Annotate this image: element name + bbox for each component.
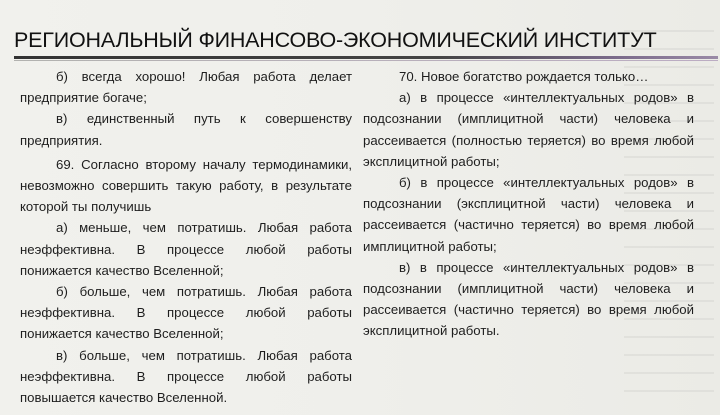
left-column (20, 66, 352, 408)
q70-option-b: б) в процессе «интеллектуальных родов» в подсознании (эксплицитной части) человека и рассеивается (частично теряется) во время любой имплицитной работы; (363, 175, 694, 254)
q69-option-b: б) больше, чем потратишь. Любая работа неэффективна. В процессе любой работы понижается качество Вселенной; (20, 284, 352, 342)
q69-option-v: в) больше, чем потратишь. Любая работа неэффективна. В процессе любой работы повышается качество Вселенной. (20, 347, 352, 406)
q69-question: 69. Согласно второму началу термодинамики, невозможно совершить такую работу, в результате которой ты получишь (20, 156, 352, 215)
institute-title: РЕГИОНАЛЬНЫЙ ФИНАНСОВО-ЭКОНОМИЧЕСКИЙ ИНСТИТУТ (14, 28, 657, 52)
header-rule-secondary (14, 60, 718, 61)
header-rule (14, 56, 718, 59)
right-column (363, 66, 694, 342)
q68-option-v: в) единственный путь к совершенству предприятия. (20, 111, 352, 148)
q68-option-b: б) всегда хорошо! Любая работа делает предприятие богаче; (20, 69, 352, 106)
q70-option-a: а) в процессе «интеллектуальных родов» в подсознании (имплицитной части) человека и рассеивается (полностью теряется) во время любой эксплицитной работы; (363, 90, 694, 169)
q70-option-v: в) в процессе «интеллектуальных родов» в подсознании (имплицитной части) человека и рассеивается (частично теряется) во время любой эксплицитной работы. (363, 259, 694, 339)
q69-option-a: а) меньше, чем потратишь. Любая работа неэффективна. В процессе любой работы понижается качество Вселенной; (20, 220, 352, 278)
page-header (14, 28, 720, 53)
q70-question: 70. Новое богатство рождается только… (399, 69, 649, 84)
